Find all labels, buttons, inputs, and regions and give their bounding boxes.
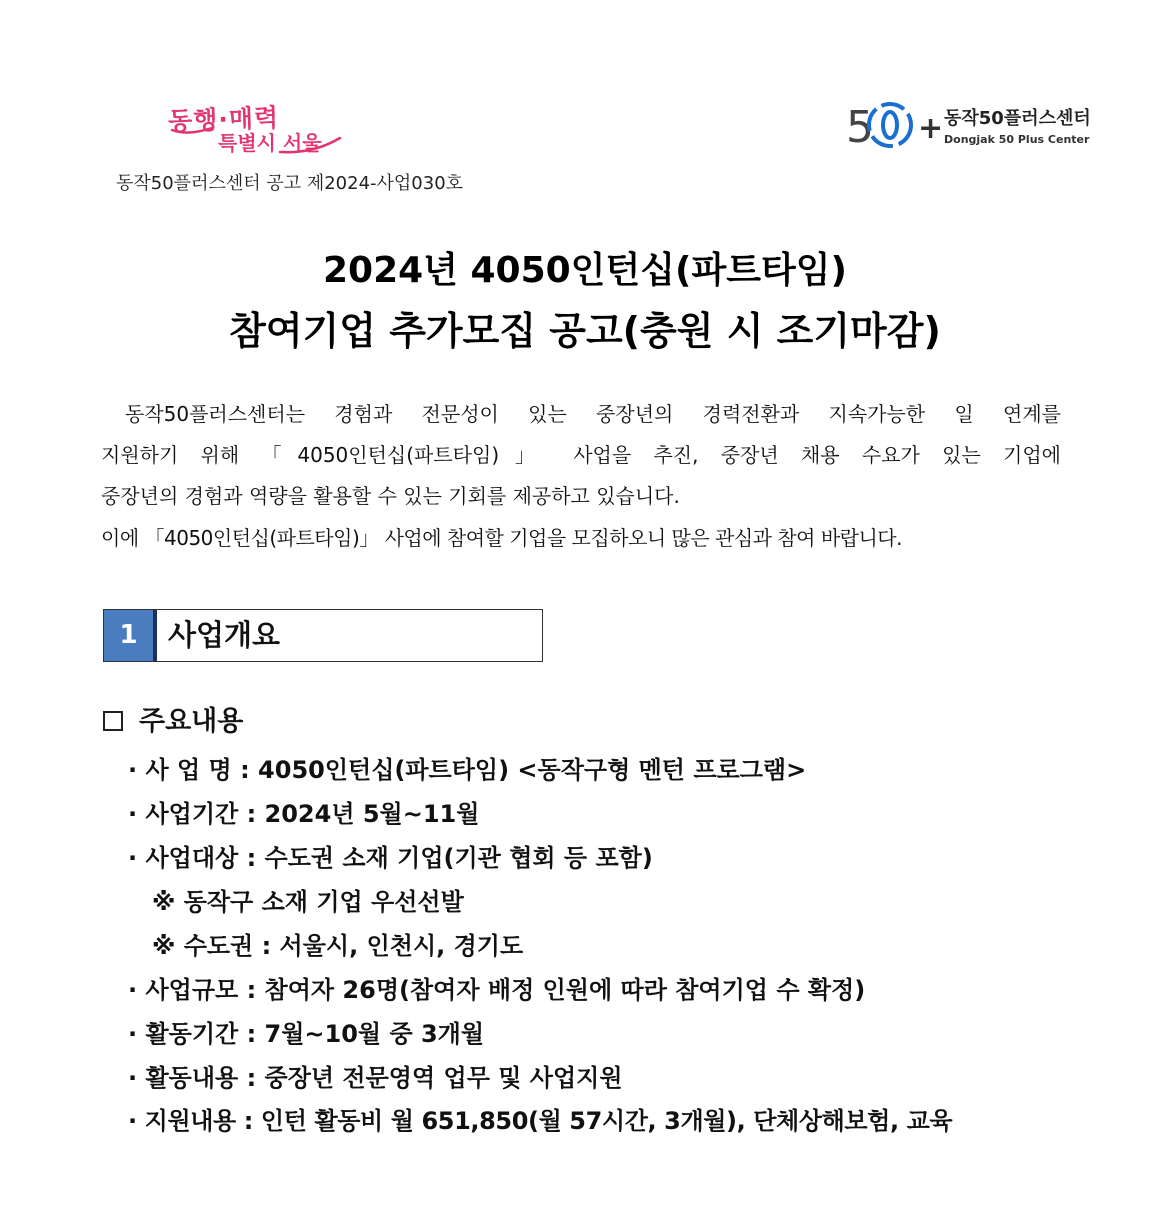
seoul-logo-line1: 동행·매력 [167,103,280,136]
center-logo-name-ko: 동작50플러스센터 [944,108,1091,129]
intro-line: 이에 「4050인턴십(파트타임)」 사업에 참여할 기업을 모집하오니 많은 관심과 참여 바랍니다. [101,526,902,550]
list-item: · 활동기간 : 7월~10월 중 3개월 [128,1020,485,1048]
subheading-label: 주요내용 [139,706,244,737]
intro-line: 지원하기 위해 「4050인턴십(파트타임)」 사업을 추진, 중장년 채용 수요가 있는 기업에 [101,443,1061,467]
section-number: 1 [104,610,153,661]
center-logo-name-en: Dongjak 50 Plus Center [944,133,1090,146]
fifty-plus-mark-icon [846,94,944,156]
page-title-line2: 참여기업 추가모집 공고(충원 시 조기마감) [229,309,941,353]
list-note: ※ 동작구 소재 기업 우선선발 [152,888,464,916]
section-header [103,609,543,662]
list-item: · 사업대상 : 수도권 소재 기업(기관 협회 등 포함) [128,844,653,872]
dongjak-50plus-logo [846,92,1091,158]
main-subheading [103,699,243,738]
list-item: · 지원내용 : 인턴 활동비 월 651,850(월 57시간, 3개월), 단체상해보험, 교육 [128,1107,953,1135]
svg-text:+: + [918,111,944,146]
intro-line: 중장년의 경험과 역량을 활용할 수 있는 기회를 제공하고 있습니다. [101,484,680,508]
list-note: ※ 수도권 : 서울시, 인천시, 경기도 [152,932,524,960]
list-item: · 활동내용 : 중장년 전문영역 업무 및 사업지원 [128,1064,623,1092]
seoul-slogan-logo [168,100,348,158]
page-title-line1: 2024년 4050인턴십(파트타임) [322,250,848,291]
intro-line: 동작50플러스센터는 경험과 전문성이 있는 중장년의 경력전환과 지속가능한 일 연계를 [125,402,1061,426]
notice-number: 동작50플러스센터 공고 제2024-사업030호 [116,173,464,194]
svg-text:5: 5 [846,102,874,153]
seoul-logo-swoosh-icon [168,100,348,158]
checkbox-square-icon [103,711,123,731]
section-divider [153,610,157,661]
list-item: · 사 업 명 : 4050인턴십(파트타임) <동작구형 멘턴 프로그램> [128,756,807,784]
list-item: · 사업규모 : 참여자 26명(참여자 배정 인원에 따라 참여기업 수 확정) [128,976,866,1004]
seoul-logo-line2: 특별시 서울 [218,131,322,155]
list-item: · 사업기간 : 2024년 5월~11월 [128,800,480,828]
section-label: 사업개요 [168,618,281,652]
